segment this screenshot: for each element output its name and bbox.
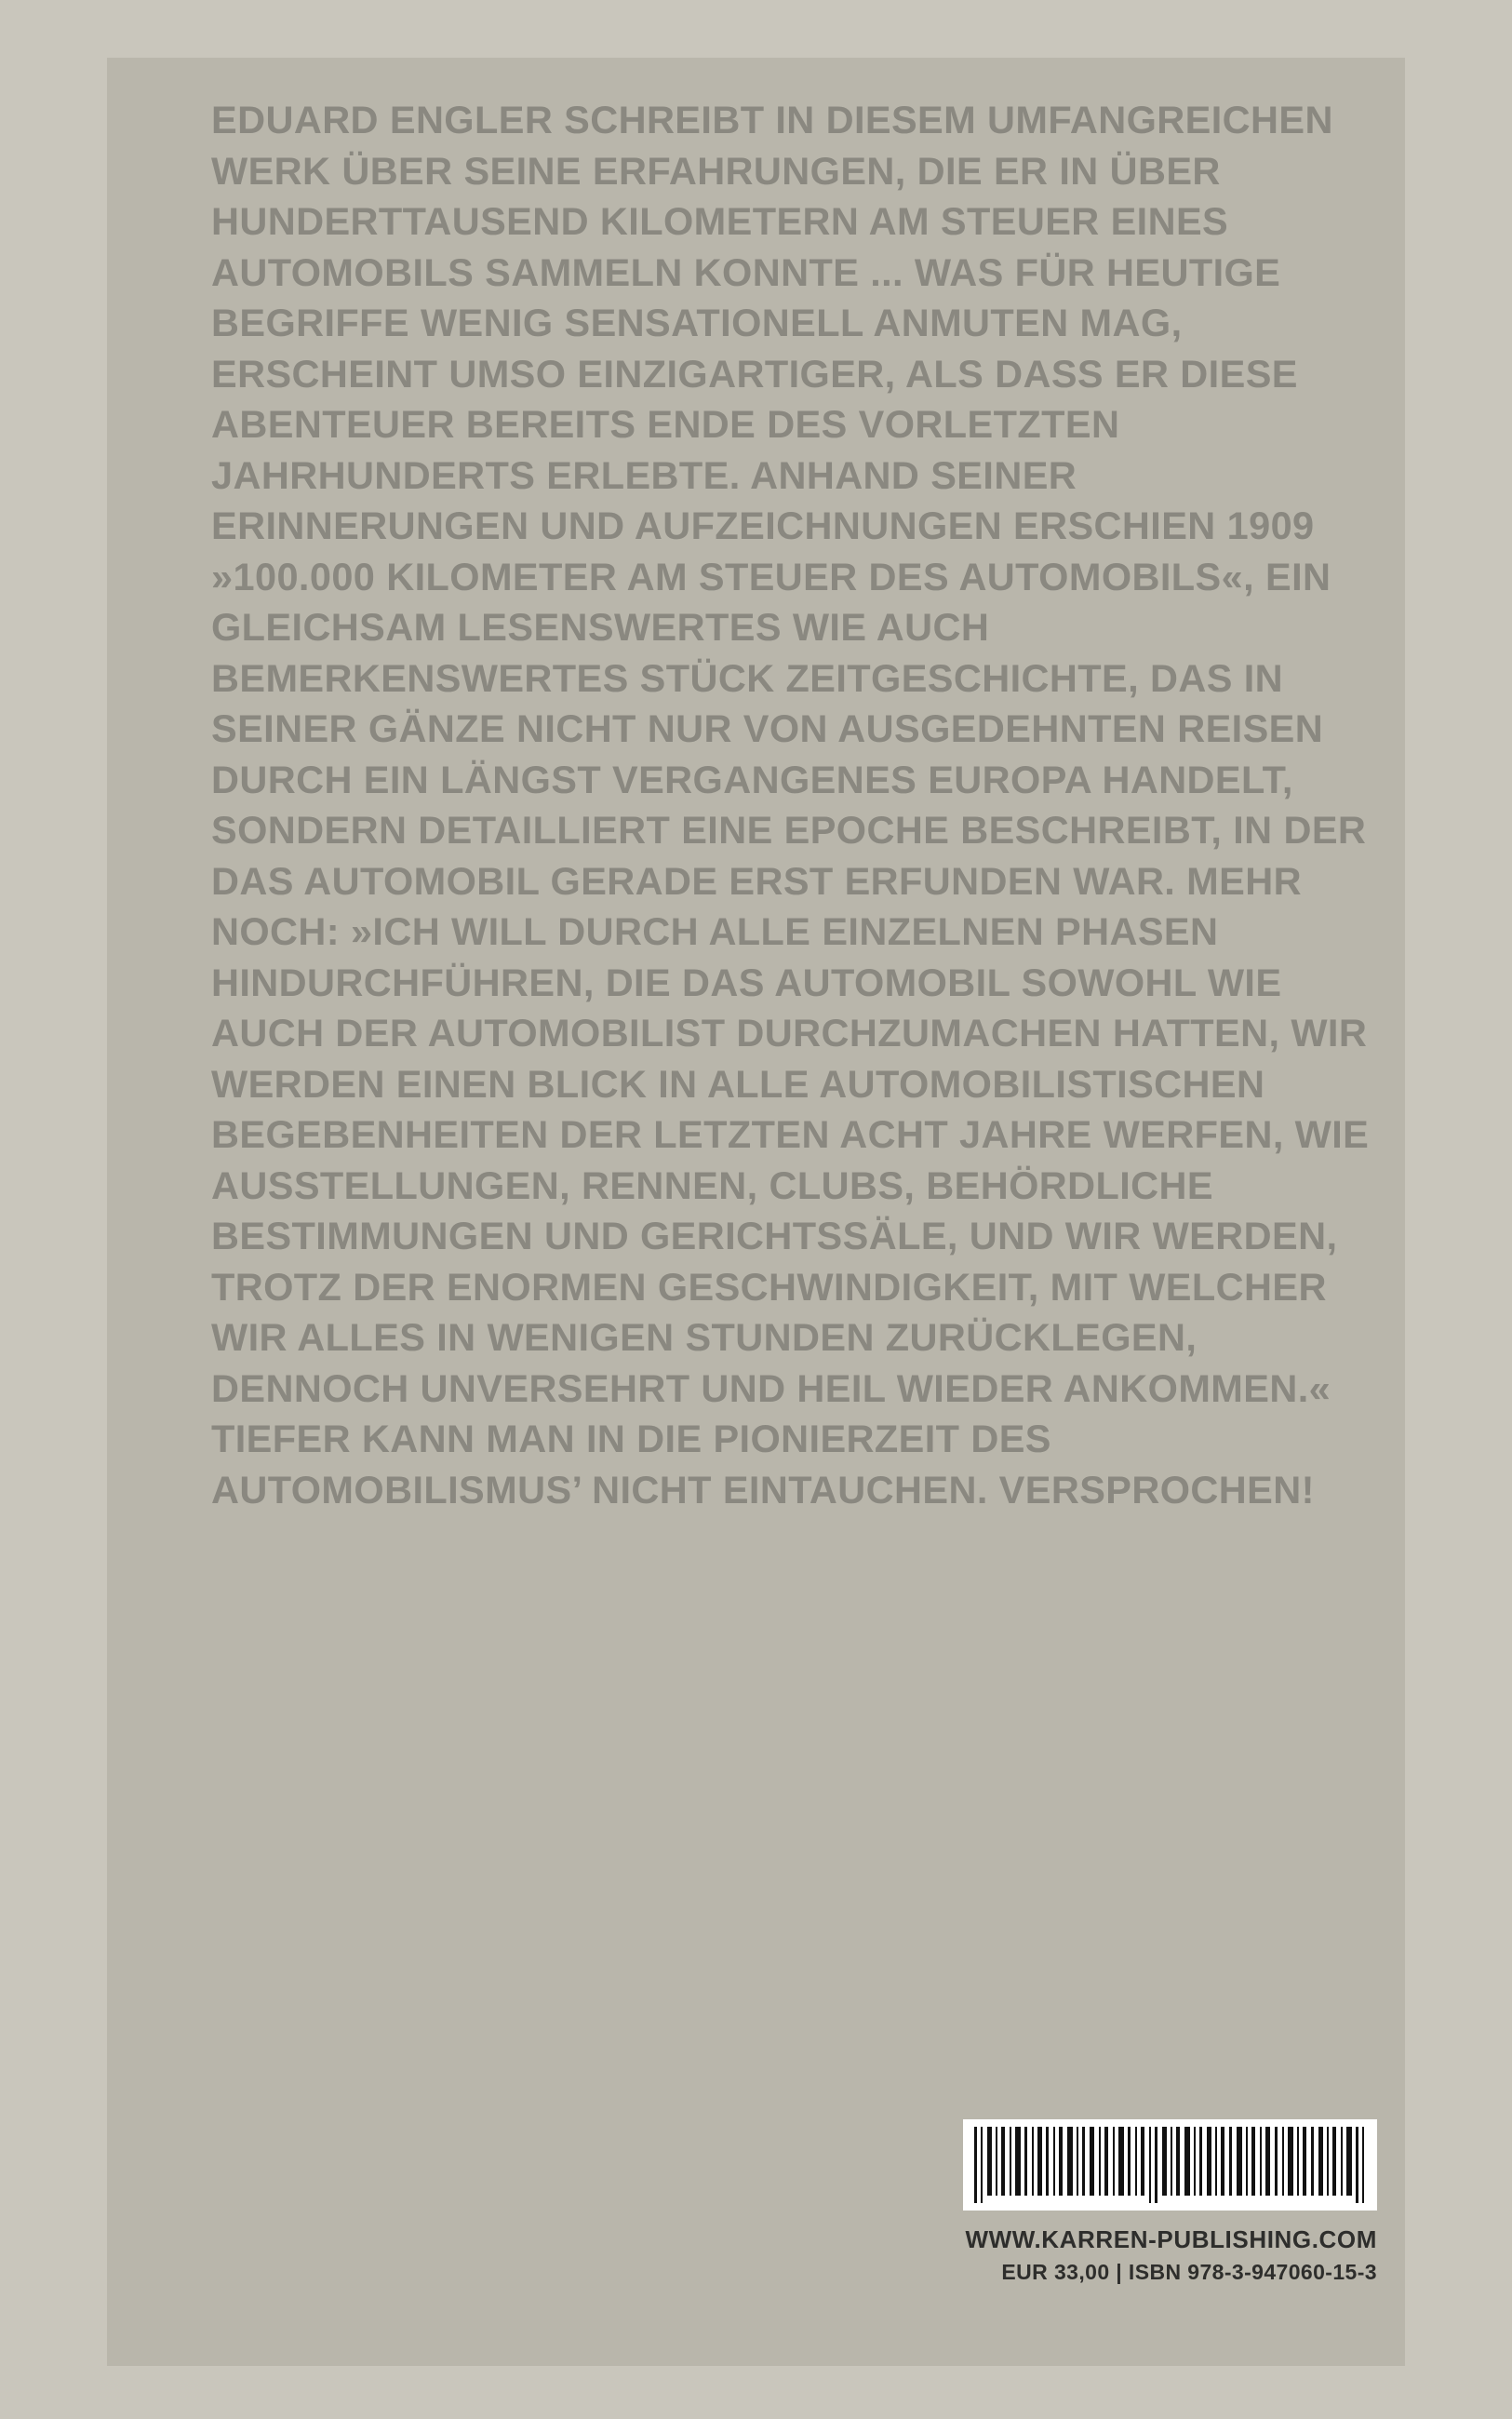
back-cover-blurb: EDUARD ENGLER SCHREIBT IN DIESEM UMFANGREICHEN WERK ÜBER SEINE ERFAHRUNGEN, DIE ER IN ÜBER HUNDERTTAUSEND KILOMETERN AM STEUER EINES AUTOMOBILS SAMMELN KONNTE ... WAS FÜR HEUTIGE BEGRIFFE WENIG SENSATIONELL ANMUTEN MAG, ERSCHEINT UMSO EINZIGARTIGER, ALS DASS ER DIESE ABENTEUER BEREITS ENDE DES VORLETZTEN JAHRHUNDERTS ERLEBTE. ANHAND SEINER ERINNERUNGEN UND AUFZEICHNUNGEN ERSCHIEN 1909 »100.000 KILOMETER AM STEUER DES AUTOMOBILS«, EIN GLEICHSAM LESENSWERTES WIE AUCH BEMERKENSWERTES STÜCK ZEITGESCHICHTE, DAS IN SEINER GÄNZE NICHT NUR VON AUSGEDEHNTEN REISEN DURCH EIN LÄNGST VERGANGENES EUROPA HANDELT, SONDERN DETAILLIERT EINE EPOCHE BESCHREIBT, IN DER DAS AUTOMOBIL GERADE ERST ERFUNDEN WAR. MEHR NOCH: »ICH WILL DURCH ALLE EINZELNEN PHASEN HINDURCHFÜHREN, DIE DAS AUTOMOBIL SOWOHL WIE AUCH DER AUTOMOBILIST DURCHZUMACHEN HATTEN, WIR WERDEN EINEN BLICK IN ALLE AUTOMOBILISTISCHEN BEGEBENHEITEN DER LETZTEN ACHT JAHRE WERFEN, WIE AUSSTELLUNGEN, RENNEN, CLUBS, BEHÖRDLICHE BESTIMMUNGEN UND GERICHTSSÄLE, UND WIR WERDEN, TROTZ DER ENORMEN GESCHWINDIGKEIT, MIT WELCHER WIR ALLES IN WENIGEN STUNDEN ZURÜCKLEGEN, DENNOCH UNVERSEHRT UND HEIL WIEDER ANKOMMEN.« TIEFER KANN MAN IN DIE PIONIERZEIT DES AUTOMOBILISMUS’ NICHT EINTAUCHEN. VERSPROCHEN! xyxy=(211,98,1379,1512)
publisher-website: WWW.KARREN-PUBLISHING.COM xyxy=(965,2225,1377,2253)
cover-panel xyxy=(107,58,1405,2366)
cover-footer xyxy=(107,2119,1405,2366)
price-and-isbn: EUR 33,00 | ISBN 978-3-947060-15-3 xyxy=(1001,2260,1377,2284)
ean13-barcode xyxy=(963,2119,1377,2211)
footer-info xyxy=(930,2224,1377,2287)
